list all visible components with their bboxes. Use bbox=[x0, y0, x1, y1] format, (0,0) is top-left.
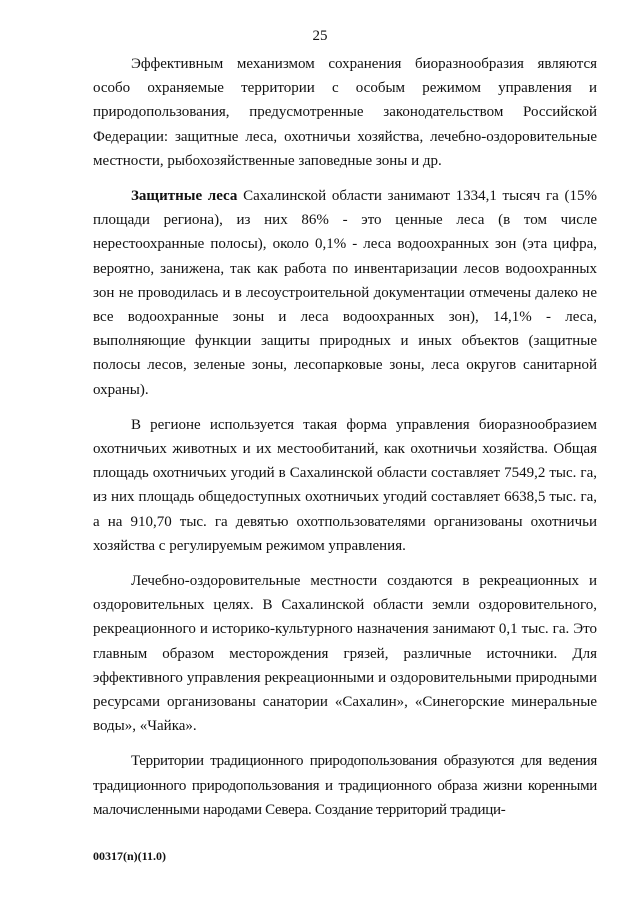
paragraph-protective-forests bbox=[93, 184, 597, 402]
paragraph-text: Сахалинской области занимают 1334,1 тысяч га (15% площади региона), из них 86% - это ценные леса (в том числе нерестоохранные полосы), около 0,1% - леса водоохранных зон (эта цифра, вероятно, занижена, так как работа по инвентаризации лесов водоохранных зон не проводилась и в лесоустроительной документации отмечены далеко не все водоохранные зоны и леса водоохранных зон), 14,1% - леса, выполняющие функции защиты природных и иных объектов (защитные полосы лесов, зеленые зоны, лесопарковые зоны, леса округов санитарной охраны). bbox=[93, 188, 597, 398]
paragraph-bold-term: Защитные леса bbox=[131, 188, 238, 205]
paragraph-text: В регионе используется такая форма управления биоразнообразием охотничьих животных и их местообитаний, как охотничьи хозяйства. Общая площадь охотничьих угодий в Сахалинской области составляет 7549,2 тыс. га, из них площадь общедоступных охотничьих угодий составляет 6638,5 тыс. га, а на 910,70 тыс. га девятью охотпользователями организованы охотничьи хозяйства с регулируемым режимом управления. bbox=[93, 416, 597, 554]
page-number: 25 bbox=[312, 28, 328, 44]
paragraph-text: Эффективным механизмом сохранения биоразнообразия являются особо охраняемые территории с особым режимом управления и природопользования, предусмотренные законодательством Российской Федерации: защитные леса, охотничьи хозяйства, лечебно-оздоровительные местности, рыбохозяйственные заповедные зоны и др. bbox=[93, 56, 597, 169]
paragraph-hunting-grounds bbox=[93, 413, 597, 558]
paragraph-text: Территории традиционного природопользования образуются для ведения традиционного природопользования и традиционного образа жизни коренными малочисленными народами Севера. Создание территорий традици- bbox=[93, 753, 597, 818]
document-body bbox=[93, 52, 597, 822]
paragraph-health-resorts bbox=[93, 569, 597, 738]
paragraph-text: Лечебно-оздоровительные местности создаются в рекреационных и оздоровительных целях. В Сахалинской области земли оздоровительного, рекреационного и историко-культурного назначения занимают 0,1 тыс. га. Это главным образом месторождения грязей, различные источники. Для эффективного управления рекреационными и оздоровительными природными ресурсами организованы санатории «Сахалин», «Синегорские минеральные воды», «Чайка». bbox=[93, 573, 597, 735]
footer-document-code: 00317(n)(11.0) bbox=[93, 849, 166, 863]
paragraph-traditional-use bbox=[93, 749, 597, 822]
paragraph-protected-territories bbox=[93, 52, 597, 173]
